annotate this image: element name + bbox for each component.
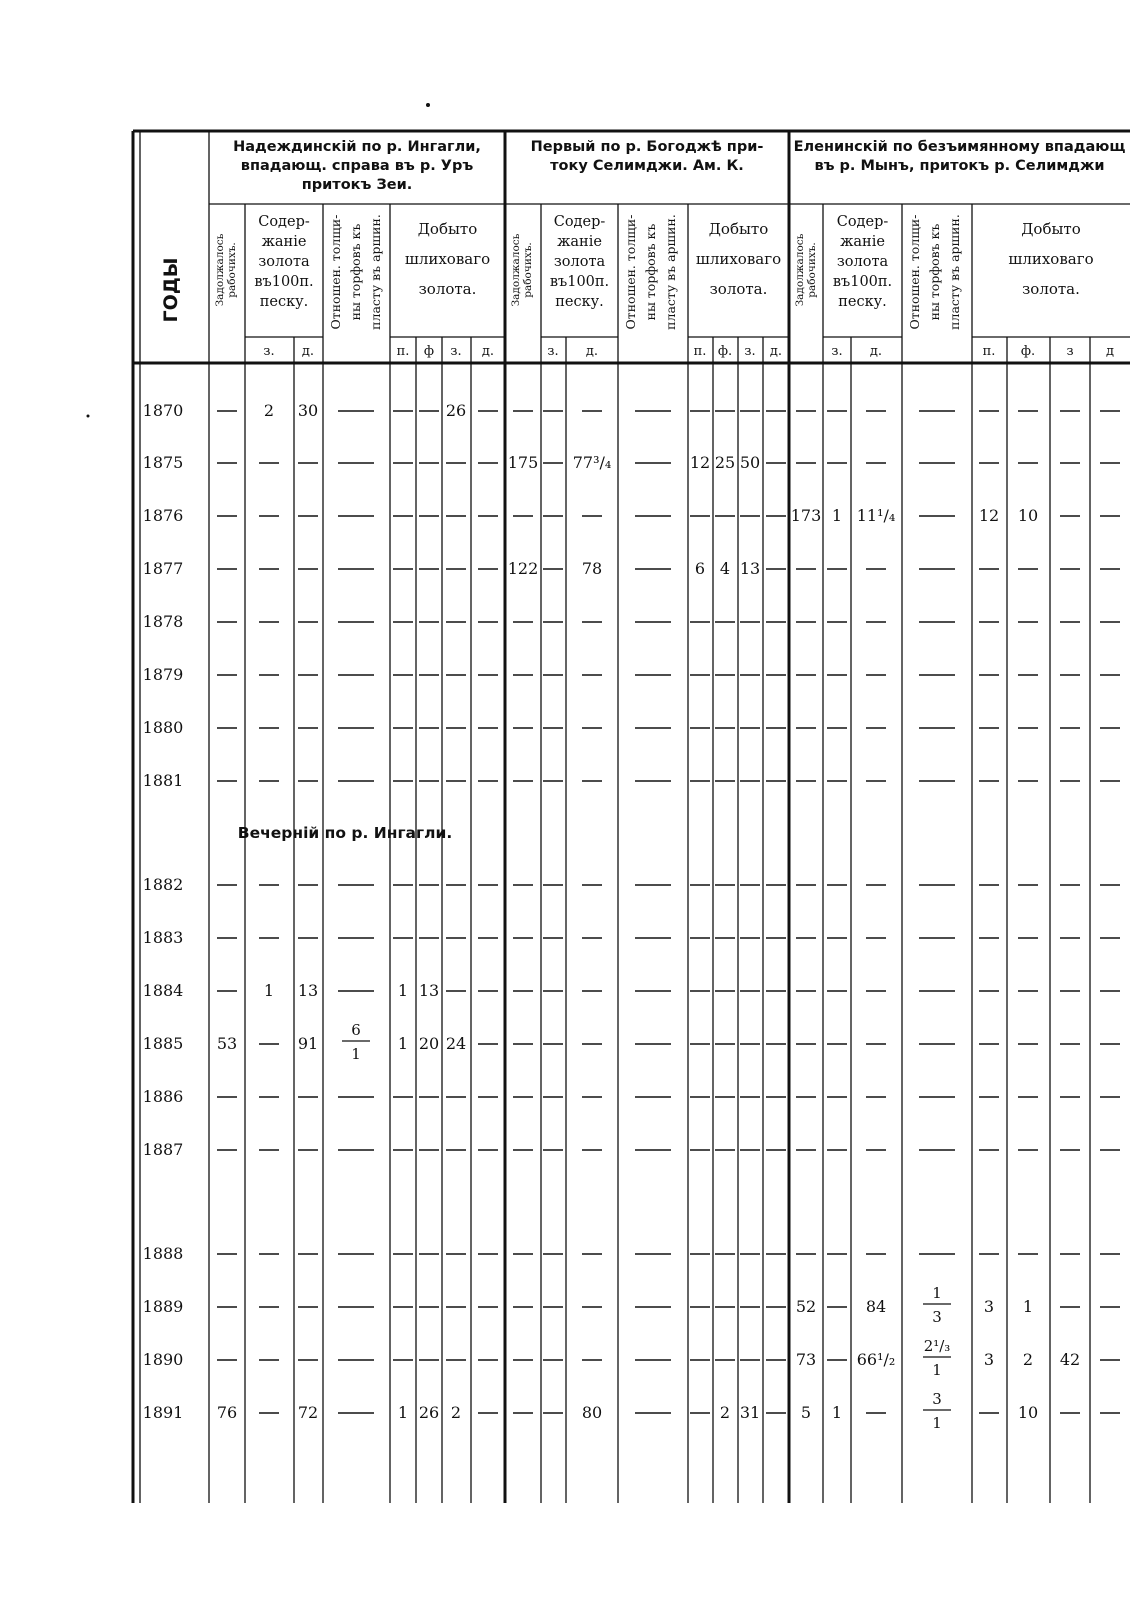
unit-label: д. (481, 344, 495, 359)
workers-label: рабочихъ. (806, 242, 818, 298)
unit-label: д. (769, 344, 783, 359)
data-cell: 11¹/₄ (856, 506, 896, 525)
data-cell: 26 (418, 1403, 440, 1422)
ratio-numerator: 6 (351, 1021, 361, 1039)
data-cell: 78 (581, 559, 603, 578)
content-label: Содер- (258, 214, 310, 230)
data-cell: 76 (216, 1403, 238, 1422)
content-label: золота (836, 254, 889, 270)
data-cell: 53 (216, 1034, 238, 1053)
ratio-label: ны торфовъ къ (643, 223, 658, 321)
data-cell: 122 (507, 559, 539, 578)
year-cell: 1880 (142, 718, 184, 737)
unit-label: д (1105, 344, 1115, 359)
data-cell: 1 (831, 506, 843, 525)
year-cell: 1888 (142, 1244, 184, 1263)
data-cell: 20 (418, 1034, 440, 1053)
ratio-label: пласту въ аршин. (947, 214, 962, 330)
ratio-label: ны торфовъ къ (348, 223, 363, 321)
year-cell: 1890 (142, 1350, 184, 1369)
data-cell: 3 (983, 1297, 995, 1316)
year-cell: 1879 (142, 665, 184, 684)
data-cell: 10 (1017, 1403, 1039, 1422)
unit-label: д. (301, 344, 315, 359)
data-cell: 72 (297, 1403, 319, 1422)
data-cell: 52 (795, 1297, 817, 1316)
data-cell: 13 (739, 559, 761, 578)
year-cell: 1883 (142, 928, 184, 947)
mined-label: золота. (709, 280, 768, 298)
unit-label: з. (547, 344, 559, 359)
content-label: песку. (259, 294, 309, 310)
content-label: въ100п. (549, 274, 610, 290)
data-cell: 1 (1022, 1297, 1034, 1316)
data-cell: 25 (714, 453, 736, 472)
unit-label: ф (423, 344, 435, 359)
data-cell: 30 (297, 401, 319, 420)
data-cell: 13 (418, 981, 440, 1000)
ink-dot (87, 415, 90, 418)
mined-label: шлиховаго (404, 250, 491, 268)
workers-label: рабочихъ. (522, 242, 534, 298)
data-cell: 175 (507, 453, 539, 472)
unit-label: з. (744, 344, 756, 359)
data-cell: 31 (739, 1403, 761, 1422)
data-cell: 6 (694, 559, 706, 578)
year-cell: 1877 (142, 559, 184, 578)
content-label: золота (553, 254, 606, 270)
mined-label: Добыто (417, 220, 478, 238)
data-cell: 1 (831, 1403, 843, 1422)
year-cell: 1881 (142, 771, 184, 790)
unit-label: п. (982, 344, 996, 359)
ratio-label: Отношен. толщи- (623, 214, 638, 330)
unit-label: з. (450, 344, 462, 359)
data-cell: 1 (263, 981, 275, 1000)
data-cell: 50 (739, 453, 761, 472)
ratio-denominator: 3 (932, 1308, 942, 1326)
data-cell: 3 (983, 1350, 995, 1369)
mined-label: Добыто (708, 220, 769, 238)
data-cell: 4 (719, 559, 731, 578)
data-cell: 66¹/₂ (856, 1350, 896, 1369)
mine-title: Надеждинскій по р. Ингагли, (233, 139, 481, 155)
data-cell: 1 (397, 981, 409, 1000)
data-cell: 73 (795, 1350, 817, 1369)
mine-title: въ р. Мынъ, притокъ р. Селимджи (814, 158, 1105, 174)
years-label: ГОДЫ (160, 257, 182, 323)
year-cell: 1887 (142, 1140, 184, 1159)
unit-label: п. (396, 344, 410, 359)
data-cell: 12 (978, 506, 1000, 525)
data-cell: 1 (397, 1403, 409, 1422)
mine-title: Первый по р. Богоджѣ при- (530, 139, 764, 155)
data-cell: 26 (445, 401, 467, 420)
unit-label: ф. (1020, 344, 1036, 359)
data-cell: 12 (689, 453, 711, 472)
ratio-label: пласту въ аршин. (663, 214, 678, 330)
content-label: золота (258, 254, 310, 270)
content-label: жаніе (261, 234, 307, 250)
data-cell: 80 (581, 1403, 603, 1422)
unit-label: з. (831, 344, 843, 359)
year-cell: 1882 (142, 875, 184, 894)
workers-label: рабочихъ. (226, 242, 238, 298)
unit-label: п. (693, 344, 707, 359)
ratio-denominator: 1 (932, 1414, 942, 1432)
data-cell: 77³/₄ (572, 453, 612, 472)
ratio-denominator: 1 (351, 1045, 361, 1063)
content-label: жаніе (557, 234, 602, 250)
year-cell: 1889 (142, 1297, 184, 1316)
year-cell: 1885 (142, 1034, 184, 1053)
sub-mine-heading: Вечерній по р. Ингагли. (237, 824, 453, 842)
year-cell: 1876 (142, 506, 184, 525)
unit-label: ф. (717, 344, 733, 359)
mined-label: золота. (1022, 280, 1080, 298)
ratio-label: пласту въ аршин. (368, 214, 383, 330)
table-grid (133, 131, 1130, 1503)
workers-label: Задолжалось (794, 233, 806, 307)
data-cell: 10 (1017, 506, 1039, 525)
mine-title: притокъ Зеи. (301, 177, 413, 193)
ratio-denominator: 1 (932, 1361, 942, 1379)
data-cell: 2 (719, 1403, 731, 1422)
data-cell: 24 (445, 1034, 467, 1053)
data-cell: 1 (397, 1034, 409, 1053)
ratio-numerator: 3 (932, 1390, 942, 1408)
mined-label: шлиховаго (1008, 250, 1094, 268)
year-cell: 1891 (142, 1403, 184, 1422)
table-header (160, 139, 1125, 359)
table-body (143, 401, 1120, 1432)
unit-label: з. (263, 344, 275, 359)
ratio-label: Отношен. толщи- (328, 214, 343, 330)
workers-label: Задолжалось (214, 233, 226, 307)
unit-label: з (1066, 344, 1074, 359)
content-label: въ100п. (254, 274, 314, 290)
mine-title: впадающ. справа въ р. Уръ (240, 158, 474, 174)
data-cell: 173 (790, 506, 822, 525)
data-cell: 2 (450, 1403, 462, 1422)
data-cell: 2 (263, 401, 275, 420)
data-cell: 42 (1059, 1350, 1081, 1369)
year-cell: 1870 (142, 401, 184, 420)
ink-dot (426, 103, 430, 107)
mine-title: току Селимджи. Ам. К. (550, 158, 744, 174)
year-cell: 1875 (142, 453, 184, 472)
content-label: Содер- (836, 214, 889, 230)
mined-label: золота. (418, 280, 477, 298)
mined-label: шлиховаго (695, 250, 782, 268)
unit-label: д. (869, 344, 883, 359)
ratio-numerator: 1 (932, 1284, 942, 1302)
ratio-label: ны торфовъ къ (927, 223, 942, 321)
year-cell: 1878 (142, 612, 184, 631)
data-cell: 5 (800, 1403, 812, 1422)
ratio-label: Отношен. толщи- (907, 214, 922, 330)
data-cell: 13 (297, 981, 319, 1000)
year-cell: 1884 (142, 981, 184, 1000)
content-label: песку. (838, 294, 887, 310)
ratio-numerator: 2¹/₃ (923, 1337, 951, 1355)
unit-label: д. (585, 344, 599, 359)
content-label: песку. (555, 294, 604, 310)
content-label: въ100п. (832, 274, 893, 290)
data-cell: 84 (865, 1297, 887, 1316)
workers-label: Задолжалось (510, 233, 522, 307)
mined-label: Добыто (1021, 220, 1081, 238)
data-cell: 2 (1022, 1350, 1034, 1369)
year-cell: 1886 (142, 1087, 184, 1106)
content-label: жаніе (840, 234, 885, 250)
data-cell: 91 (297, 1034, 319, 1053)
content-label: Содер- (553, 214, 606, 230)
mine-title: Еленинскій по безъимянному впадающ (793, 139, 1126, 155)
